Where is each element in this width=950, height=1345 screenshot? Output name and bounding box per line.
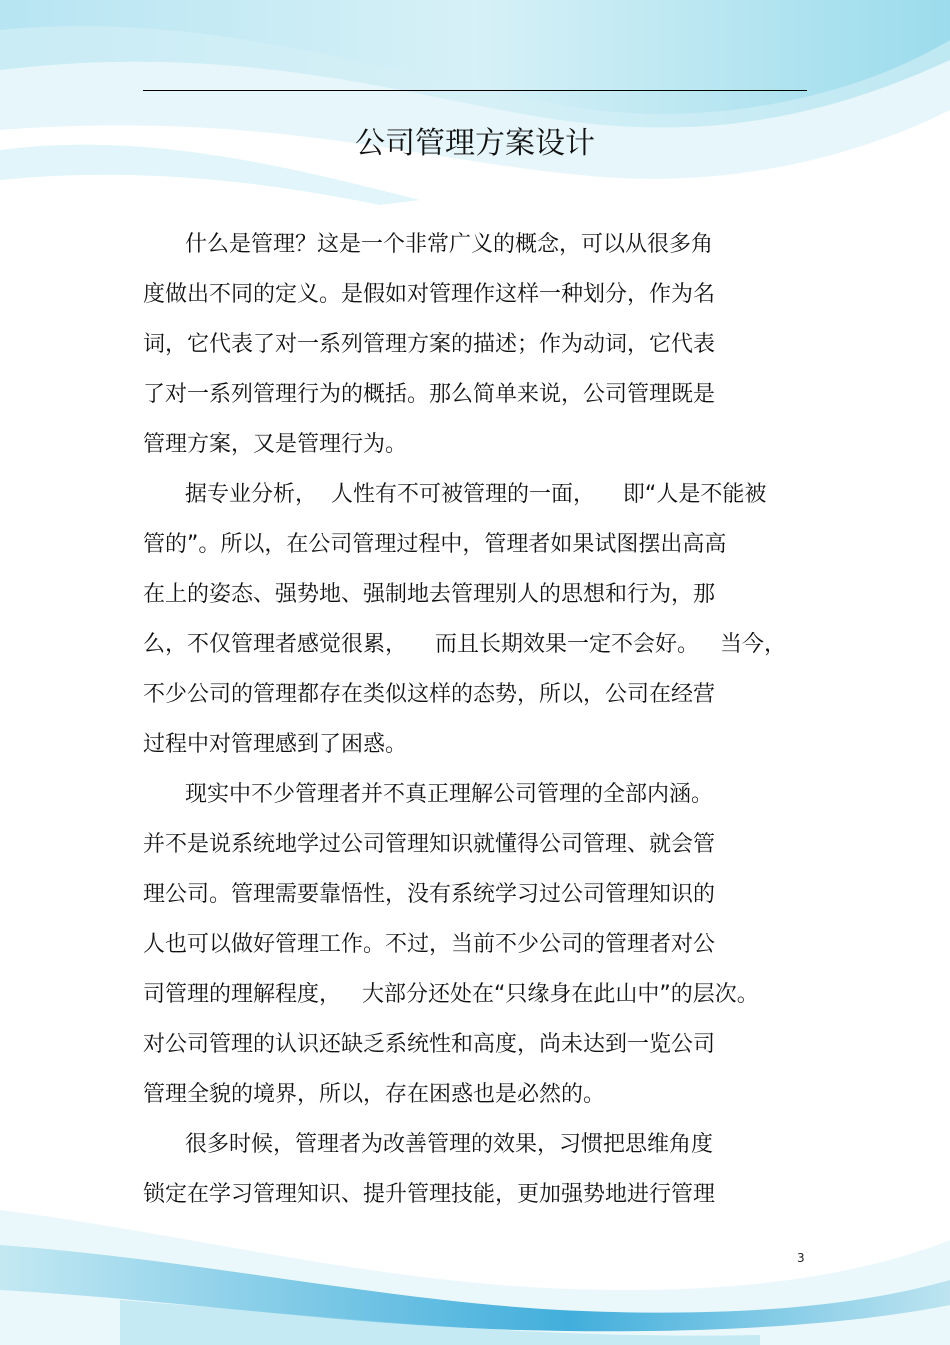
body-line: 司管理的理解程度， 大部分还处在“只缘身在此山中”的层次。 <box>143 982 759 1007</box>
body-line: 并不是说系统地学过公司管理知识就懂得公司管理、就会管 <box>143 832 716 857</box>
header-rule <box>143 90 807 91</box>
body-line: 过程中对管理感到了困惑。 <box>143 732 408 757</box>
body-line: 很多时候，管理者为改善管理的效果，习惯把思维角度 <box>143 1132 713 1157</box>
body-line: 锁定在学习管理知识、提升管理技能，更加强势地进行管理 <box>143 1182 716 1207</box>
body-line: 什么是管理？这是一个非常广义的概念，可以从很多角 <box>143 232 713 257</box>
document-title: 公司管理方案设计 <box>355 126 595 161</box>
body-line: 词，它代表了对一系列管理方案的描述；作为动词，它代表 <box>143 332 716 357</box>
body-line: 在上的姿态、强势地、强制地去管理别人的思想和行为，那 <box>143 582 716 607</box>
body-line: 据专业分析， 人性有不可被管理的一面， 即“人是不能被 <box>143 482 767 507</box>
body-line: 人也可以做好管理工作。不过，当前不少公司的管理者对公 <box>143 932 716 957</box>
body-line: 管的”。所以，在公司管理过程中，管理者如果试图摆出高高 <box>143 532 727 557</box>
body-line: 对公司管理的认识还缺乏系统性和高度，尚未达到一览公司 <box>143 1032 716 1057</box>
body-line: 不少公司的管理都存在类似这样的态势，所以，公司在经营 <box>143 682 716 707</box>
body-line: 了对一系列管理行为的概括。那么简单来说，公司管理既是 <box>143 382 716 407</box>
body-line: 管理全貌的境界，所以，存在困惑也是必然的。 <box>143 1082 606 1107</box>
page-number: 3 <box>797 1251 805 1265</box>
body-line: 管理方案，又是管理行为。 <box>143 432 408 457</box>
body-line: 现实中不少管理者并不真正理解公司管理的全部内涵。 <box>143 782 713 807</box>
body-line: 么，不仅管理者感觉很累， 而且长期效果一定不会好。 当今， <box>143 632 786 657</box>
body-line: 理公司。管理需要靠悟性，没有系统学习过公司管理知识的 <box>143 882 716 907</box>
body-line: 度做出不同的定义。是假如对管理作这样一种划分，作为名 <box>143 282 716 307</box>
